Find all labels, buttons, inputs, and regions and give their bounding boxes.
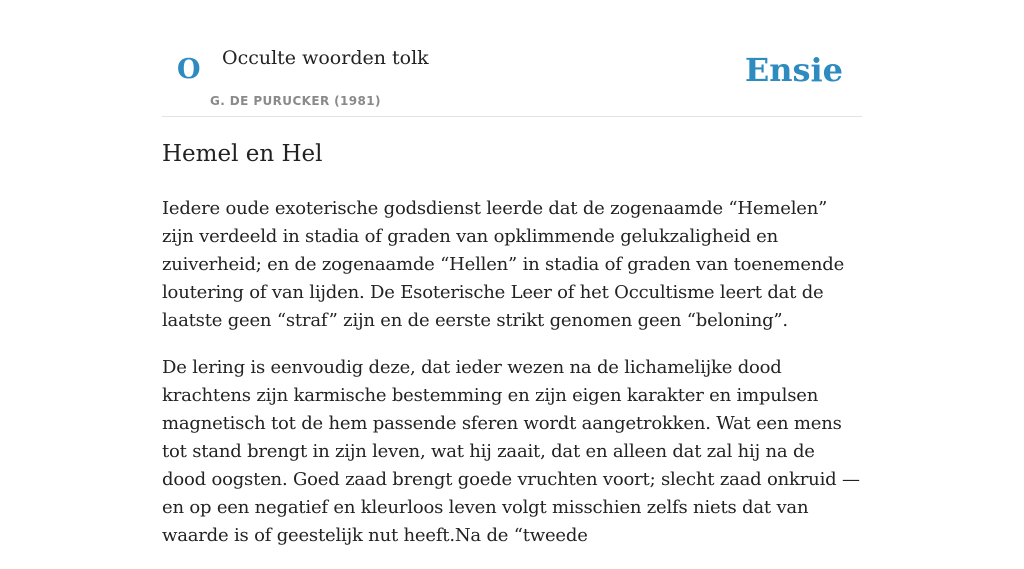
article-paragraph: De lering is eenvoudig deze, dat ieder wezen na de lichamelijke dood krachtens zijn karmische bestemming en zijn eigen karakter en impulsen magnetisch tot de hem passende sferen wordt aangetrokken. Wat een mens tot stand brengt in zijn leven, wat hij zaait, dat en alleen dat zal hij na de dood oogsten. Goed zaad brengt goede vruchten voort; slecht zaad onkruid — en op een negatief en kleurloos leven volgt misschien zelfs niets dat van waarde is of geestelijk nut heeft.Na de “tweede <box>162 357 860 546</box>
article <box>162 138 862 569</box>
article-paragraph: Iedere oude exoterische godsdienst leerde dat de zogenaamde “Hemelen” zijn verdeeld in stadia of graden van opklimmende gelukzaligheid en zuiverheid; en de zogenaamde “Hellen” in stadia of graden van toenemende loutering of van lijden. De Esoterische Leer of het Occultisme leert dat de laatste geen “straf” zijn en de eerste strikt genomen geen “beloning”. <box>162 198 845 331</box>
header <box>162 0 862 117</box>
brand-logo[interactable]: Ensie <box>744 51 843 89</box>
article-heading: Hemel en Hel <box>162 141 323 167</box>
book-author: G. DE PURUCKER (1981) <box>210 94 381 108</box>
index-letter[interactable]: O <box>177 54 201 85</box>
book-title[interactable]: Occulte woorden tolk <box>222 47 429 69</box>
